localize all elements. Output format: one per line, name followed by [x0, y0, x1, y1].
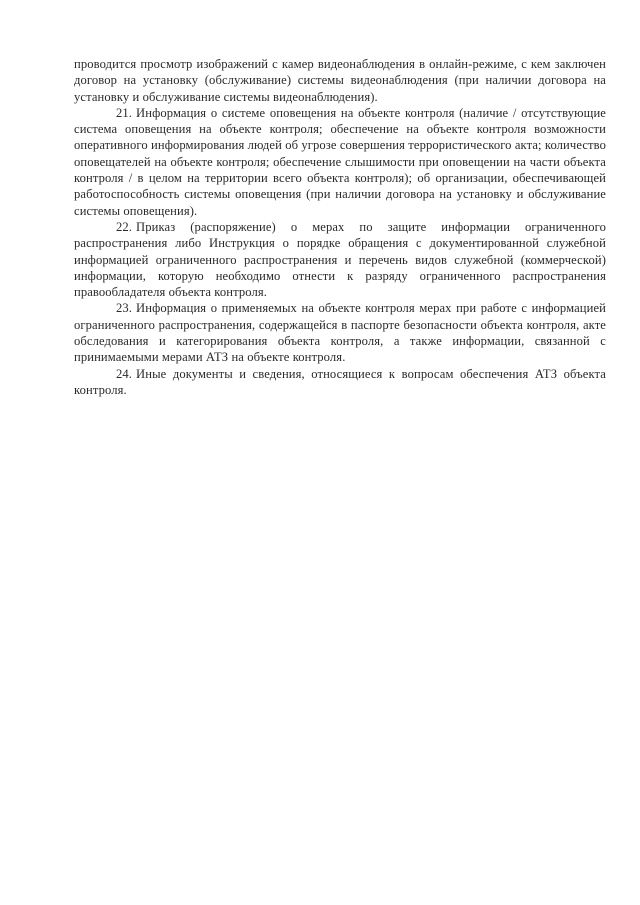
continuation-paragraph: проводится просмотр изображений с камер видеонаблюдения в онлайн-режиме, с кем заключен договор на установку (обслуживание) системы видеонаблюдения (при наличии договора на установку и обслуживание системы видеонаблюдения).	[74, 57, 606, 104]
document-body	[74, 56, 606, 398]
list-item-23	[74, 300, 606, 365]
list-item-22	[74, 219, 606, 300]
item-text: Иные документы и сведения, относящиеся к вопросам обеспечения АТЗ объекта контроля.	[74, 366, 606, 397]
item-text: Приказ (распоряжение) о мерах по защите информации ограниченного распространения либо Инструкция о порядке обращения с документированной служебной информацией ограниченного распространения и перечень видов служебной (коммерческой) информации, которую необходимо отнести к разряду ограниченного распространения правообладателя объекта контроля.	[74, 219, 606, 300]
item-number: 22.	[116, 219, 133, 234]
list-item-24	[74, 366, 606, 399]
item-text: Информация о применяемых на объекте контроля мерах при работе с информацией ограниченного распространения, содержащейся в паспорте безопасности объекта контроля, акте обследования и категорирования объекта контроля, а также информации, связанной с принимаемыми мерами АТЗ на объекте контроля.	[74, 301, 606, 365]
item-number: 24.	[116, 366, 133, 381]
item-text: Информация о системе оповещения на объекте контроля (наличие / отсутствующие система оповещения на объекте контроля; обеспечение на объекте контроля возможности оперативного информирования людей об угрозе совершения террористического акта; количество оповещателей на объекте контроля; обеспечение слышимости при оповещении на части объекта контроля / в целом на территории всего объекта контроля); об организации, обеспечивающей работоспособность системы оповещения (при наличии договора на установку и обслуживание системы оповещения).	[74, 105, 606, 218]
list-item-21	[74, 105, 606, 219]
item-number: 23.	[116, 301, 133, 316]
item-number: 21.	[116, 105, 133, 120]
